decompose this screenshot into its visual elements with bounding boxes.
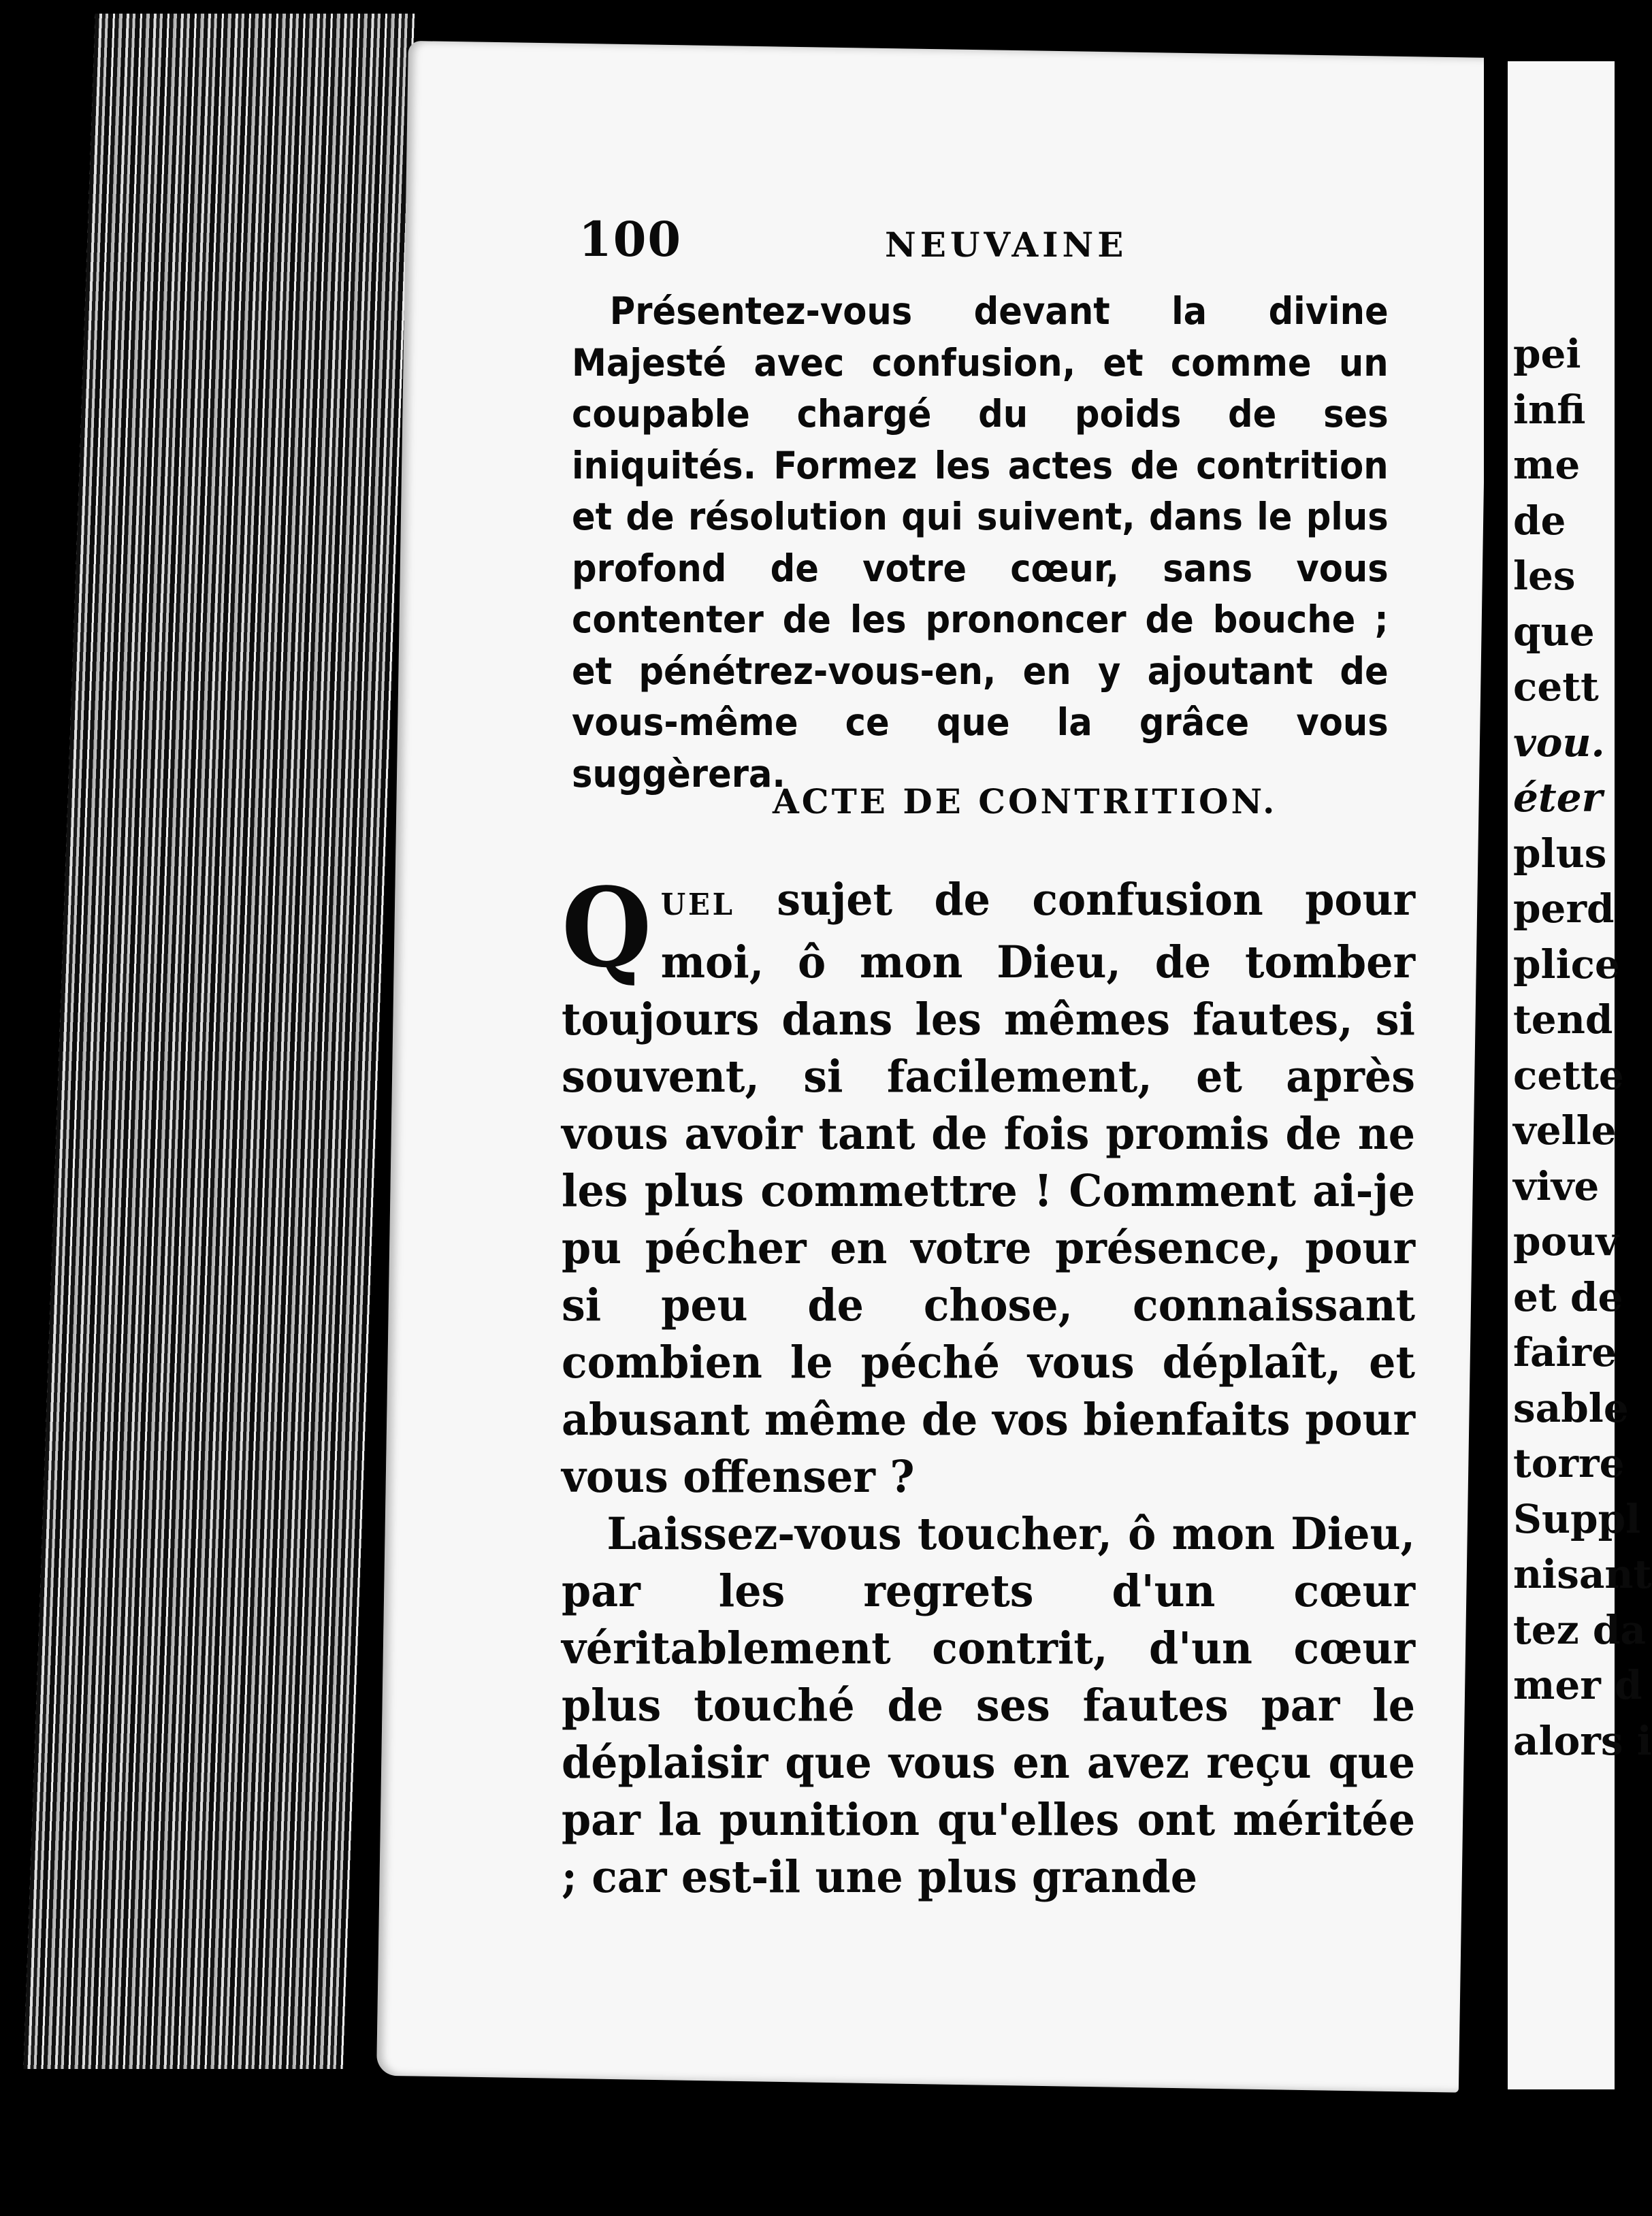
right-page-line: infi <box>1513 386 1586 433</box>
running-title: NEUVAINE <box>885 225 1128 265</box>
right-page-line: torre <box>1513 1440 1625 1486</box>
right-page-line: tez da <box>1513 1606 1646 1653</box>
prayer-paragraph-1-text: sujet de confusion pour moi, ô mon Dieu, de tomber toujours dans les mêmes fautes, si souvent, si facilement, et après vous avoir tant de fois promis de ne les plus commettre ! Comment ai-je pu pécher en votre présence, pour si peu de chose, connaissant combien le péché vous déplaît, et abusant même de vos bienfaits pour vous offenser ? <box>562 874 1415 1503</box>
right-page <box>1508 61 1652 2089</box>
right-page-line: plice <box>1513 941 1620 988</box>
right-page-line: plus <box>1513 830 1607 877</box>
right-page-line: vive <box>1513 1162 1600 1209</box>
right-page-line: me <box>1513 442 1581 488</box>
right-page-line: tend <box>1513 996 1613 1043</box>
right-page-text <box>1513 327 1652 1769</box>
right-page-line: cette <box>1513 1052 1624 1098</box>
right-page-line: que <box>1513 608 1595 655</box>
right-page-line: nisant <box>1513 1551 1652 1597</box>
right-page-line: cett <box>1513 664 1599 710</box>
prayer-text <box>562 864 1415 1906</box>
drop-cap-lead: UEL <box>660 887 735 922</box>
prayer-paragraph-1 <box>562 864 1415 1505</box>
right-page-line: les <box>1513 553 1576 599</box>
right-page-line: alors i <box>1513 1717 1652 1764</box>
intro-paragraph: Présentez-vous devant la divine Majesté avec confusion, et comme un coupable chargé du poids de ses iniquités. Formez les actes de contrition et de résolution qui suivent, dans le plus profond de votre cœur, sans vous contenter de les prononcer de bouche ; et pénétrez-vous-en, en y ajoutant de vous-même ce que la grâce vous suggèrera. <box>572 289 1389 796</box>
right-page-line: Suppl <box>1513 1495 1641 1542</box>
drop-cap: Q <box>562 864 652 992</box>
right-page-line: de <box>1513 497 1566 544</box>
right-page-line: et de <box>1513 1273 1623 1320</box>
page-number: 100 <box>579 211 683 267</box>
right-page-line: éter <box>1513 775 1603 821</box>
right-page-line: pouv <box>1513 1218 1619 1265</box>
right-page-line: vou. <box>1513 719 1605 766</box>
right-page-line: mer d <box>1513 1662 1642 1708</box>
prayer-paragraph-2: Laissez-vous toucher, ô mon Dieu, par les regrets d'un cœur véritablement contrit, d'un cœur plus touché de ses fautes par le déplaisir que vous en avez reçu que par la punition qu'elles ont méritée ; car est-il une plus grande <box>562 1508 1415 1903</box>
right-page-line: sable <box>1513 1384 1629 1431</box>
section-heading: ACTE DE CONTRITION. <box>773 781 1278 821</box>
running-head <box>579 211 1429 272</box>
right-page-line: perd <box>1513 885 1615 932</box>
page-edges <box>24 14 415 2069</box>
right-page-line: velle <box>1513 1107 1617 1154</box>
right-page-line: faire <box>1513 1329 1617 1375</box>
right-page-line: pei <box>1513 331 1581 377</box>
